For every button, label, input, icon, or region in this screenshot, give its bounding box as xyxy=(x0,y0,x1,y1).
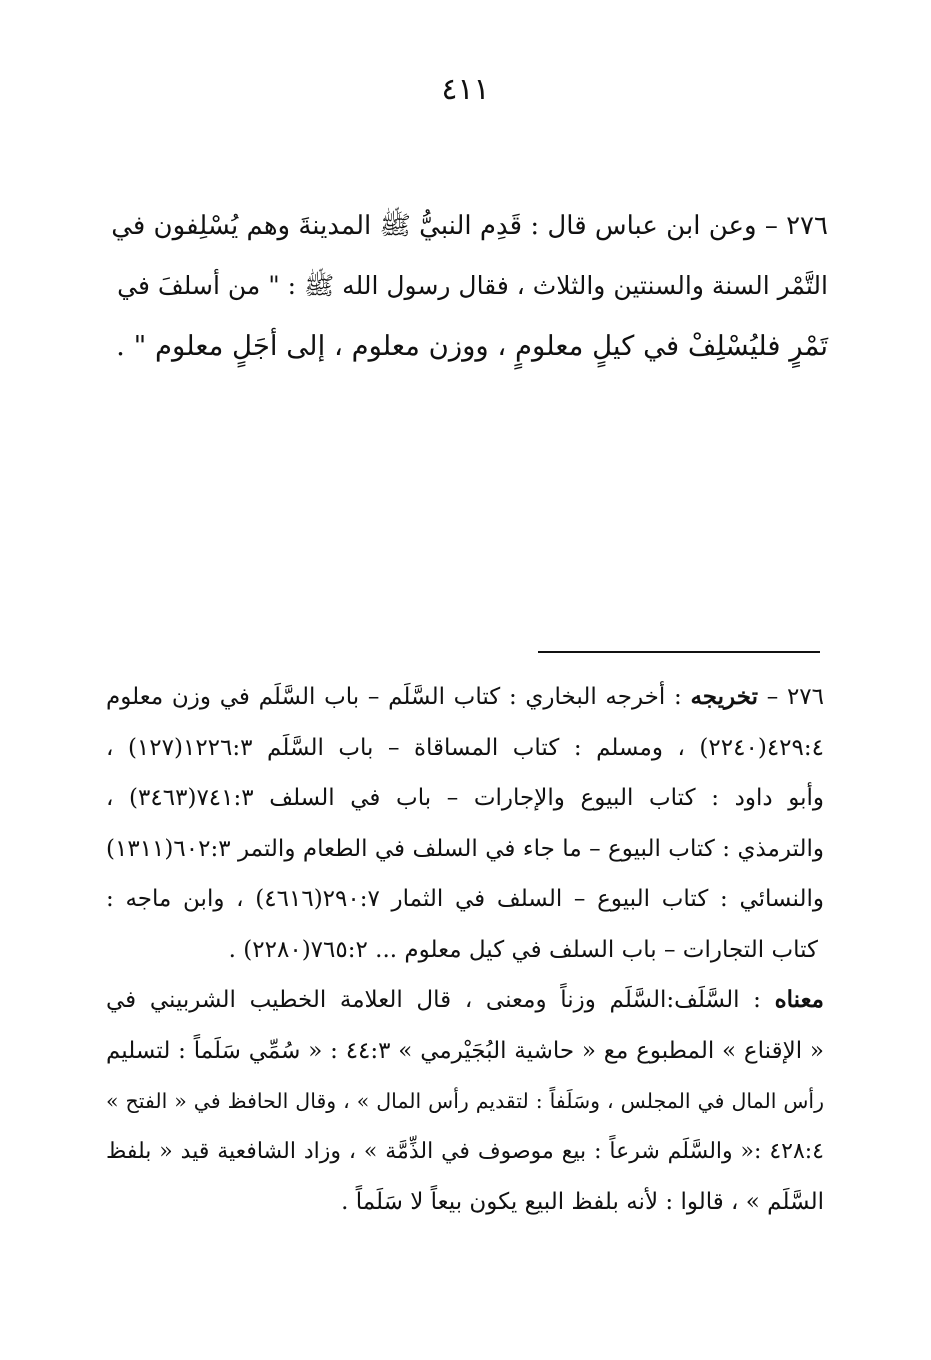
takhrij-line-4: والترمذي : كتاب البيوع – ما جاء في السلف في الطعام والتمر ٦٠٢:٣(١٣١١) xyxy=(106,835,824,862)
takhrij-line-6: كتاب التجارات – باب السلف في كيل معلوم ... ٧٦٥:٢(٢٢٨٠) . xyxy=(228,936,818,963)
maanahu-line-2: « الإقناع » المطبوع مع « حاشية البُجَيْرمي » ٤٤:٣ : « سُمِّي سَلَماً : لتسليم xyxy=(106,1037,824,1064)
maanahu-line-1 xyxy=(106,975,824,1026)
footnote xyxy=(106,672,824,1228)
takhrij-first-text: : أخرجه البخاري : كتاب السَّلَم – باب السَّلَم في وزن معلوم xyxy=(106,684,682,710)
maanahu-line-3: رأس المال في المجلس ، وسَلَفاً : لتقديم رأس المال » ، وقال الحافظ في « الفتح » xyxy=(106,1089,824,1113)
takhrij-line-2: ٤٢٩:٤(٢٢٤٠) ، ومسلم : كتاب المساقاة – باب السَّلَم ١٢٢٦:٣(١٢٧) ، xyxy=(106,734,824,761)
takhrij-line-1 xyxy=(106,672,824,723)
hadith-line-3: تَمْرٍ فليُسْلِفْ في كيلٍ معلومٍ ، ووزن معلوم ، إلى أجَلٍ معلوم " . xyxy=(116,330,828,362)
takhrij-label: تخريجه xyxy=(690,683,758,710)
takhrij-prefix: ٢٧٦ – xyxy=(766,684,824,710)
hadith-line-1: ٢٧٦ – وعن ابن عباس قال : قَدِم النبيُّ ﷺ المدينةَ وهم يُسْلِفون في xyxy=(111,211,828,241)
takhrij-line-3: وأبو داود : كتاب البيوع والإجارات – باب في السلف ٧٤١:٣(٣٤٦٣) ، xyxy=(106,785,824,811)
maanahu-line-5: السَّلَم » ، قالوا : لأنه بلفظ البيع يكون بيعاً لا سَلَماً . xyxy=(341,1189,824,1215)
maanahu-label: معناه xyxy=(774,986,824,1013)
page-number: ٤١١ xyxy=(441,72,490,107)
hadith-text xyxy=(108,196,828,376)
footnote-divider xyxy=(538,651,820,653)
hadith-line-2: التَّمْر السنة والسنتين والثلاث ، فقال رسول الله ﷺ : " من أسلفَ في xyxy=(117,271,828,300)
takhrij-line-5: والنسائي : كتاب البيوع – السلف في الثمار ٢٩٠:٧(٤٦١٦) ، وابن ماجه : xyxy=(106,886,824,912)
maanahu-first-text: : السَّلَف:السَّلَم وزناً ومعنى ، قال العلامة الخطيب الشربيني في xyxy=(106,987,761,1013)
maanahu-line-4: ٤٢٨:٤ :« والسَّلَم شرعاً : بيع موصوف في الذِّمَّة » ، وزاد الشافعية قيد « بلفظ xyxy=(106,1138,824,1164)
